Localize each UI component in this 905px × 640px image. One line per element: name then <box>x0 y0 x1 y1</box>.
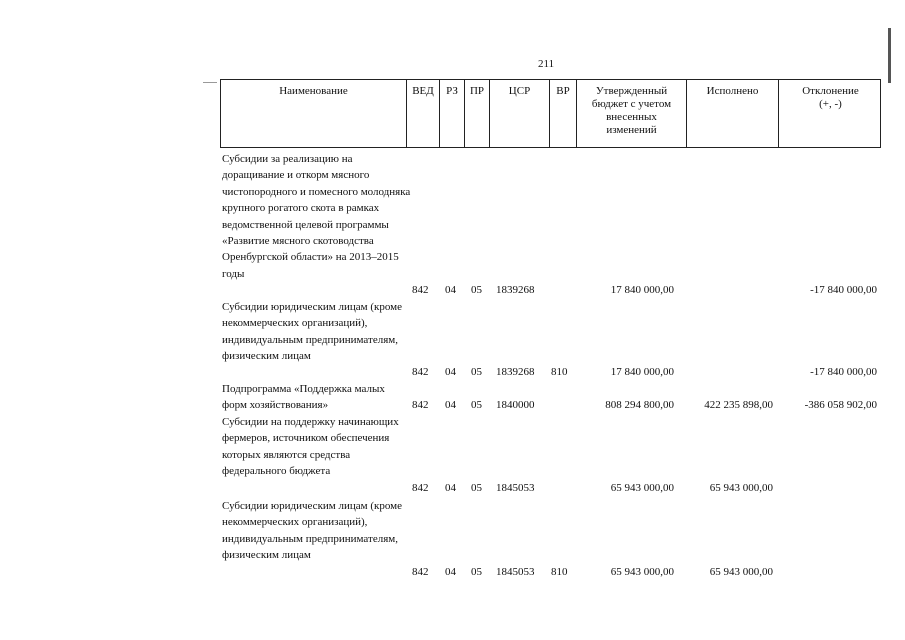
row-rz: 04 <box>445 482 456 494</box>
row-pr: 05 <box>471 566 482 578</box>
row-approved: 808 294 800,00 <box>605 399 674 411</box>
row-rz: 04 <box>445 399 456 411</box>
table-header <box>220 79 881 148</box>
header-vr: ВР <box>550 80 577 147</box>
row-csr: 1845053 <box>496 566 535 578</box>
header-pr: ПР <box>465 80 490 147</box>
row-approved: 65 943 000,00 <box>610 566 674 578</box>
table-row <box>0 299 905 382</box>
row-pr: 05 <box>471 284 482 296</box>
row-deviation: -17 840 000,00 <box>810 284 877 296</box>
row-pr: 05 <box>471 366 482 378</box>
header-approved: Утвержденный бюджет с учетом внесенных изменений <box>577 80 687 147</box>
table-row <box>0 414 905 498</box>
row-csr: 1840000 <box>496 399 535 411</box>
table-row <box>0 381 905 415</box>
header-name: Наименование <box>221 80 407 147</box>
row-executed: 65 943 000,00 <box>709 566 773 578</box>
page-number: 211 <box>538 58 555 70</box>
table-row <box>0 498 905 582</box>
row-deviation: -17 840 000,00 <box>810 366 877 378</box>
row-vr: 810 <box>551 366 568 378</box>
header-executed: Исполнено <box>687 80 779 147</box>
row-name: Субсидии на поддержку начинающих фермеров, источником обеспечения которых являются средства федерального бюджета <box>222 416 399 478</box>
row-deviation: -386 058 902,00 <box>804 399 877 411</box>
row-pr: 05 <box>471 482 482 494</box>
row-rz: 04 <box>445 566 456 578</box>
row-approved: 17 840 000,00 <box>610 366 674 378</box>
header-ved: ВЕД <box>407 80 440 147</box>
row-rz: 04 <box>445 366 456 378</box>
page-edge-mark <box>888 28 891 83</box>
row-csr: 1839268 <box>496 366 535 378</box>
row-approved: 17 840 000,00 <box>610 284 674 296</box>
margin-mark <box>203 82 217 83</box>
row-executed: 65 943 000,00 <box>709 482 773 494</box>
row-rz: 04 <box>445 284 456 296</box>
row-name: Субсидии юридическим лицам (кроме некоммерческих организаций), индивидуальным предпринимателям, физическим лицам <box>222 301 403 363</box>
row-pr: 05 <box>471 399 482 411</box>
row-ved: 842 <box>412 482 429 494</box>
header-csr: ЦСР <box>490 80 550 147</box>
row-csr: 1845053 <box>496 482 535 494</box>
row-ved: 842 <box>412 284 429 296</box>
row-csr: 1839268 <box>496 284 535 296</box>
row-name: Субсидии юридическим лицам (кроме некоммерческих организаций), индивидуальным предпринимателям, физическим лицам <box>222 500 403 562</box>
row-ved: 842 <box>412 366 429 378</box>
header-deviation: Отклонение (+, -) <box>802 85 859 110</box>
row-approved: 65 943 000,00 <box>610 482 674 494</box>
table-row <box>0 151 905 299</box>
row-name: Субсидии за реализацию на доращивание и откорм мясного чистопородного и помесного молодняка крупного рогатого скота в рамках ведомственной целевой программы «Развитие мясного скотоводства Оренбургской области» на 2013–2015 годы <box>222 153 411 280</box>
row-ved: 842 <box>412 566 429 578</box>
row-executed: 422 235 898,00 <box>704 399 773 411</box>
row-name: Подпрограмма «Поддержка малых форм хозяйствования» <box>222 383 385 412</box>
header-rz: РЗ <box>440 80 465 147</box>
row-vr: 810 <box>551 566 568 578</box>
row-ved: 842 <box>412 399 429 411</box>
